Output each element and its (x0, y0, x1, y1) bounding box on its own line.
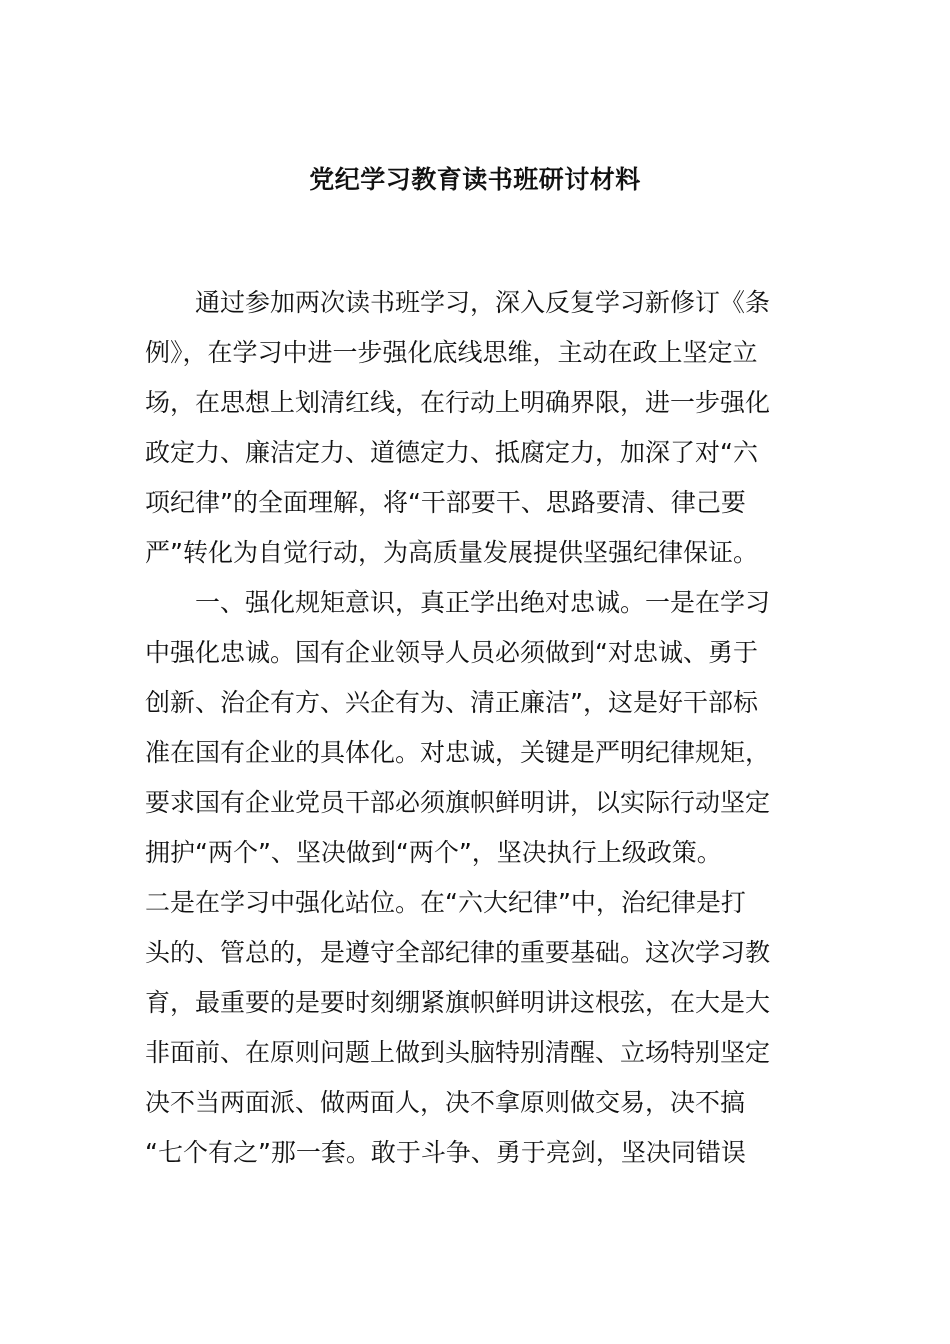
body-line: 中强化忠诚。国有企业领导人员必须做到“对忠诚、勇于 (145, 638, 758, 667)
body-line: 准在国有企业的具体化。对忠诚，关键是严明纪律规矩， (145, 738, 771, 767)
body-line: “七个有之”那一套。敢于斗争、勇于亮剑，坚决同错误 (145, 1138, 746, 1167)
body-line: 政定力、廉洁定力、道德定力、抵腐定力，加深了对“六 (145, 438, 758, 467)
body-line: 严”转化为自觉行动，为高质量发展提供坚强纪律保证。 (145, 538, 758, 567)
body-line: 头的、管总的，是遵守全部纪律的重要基础。这次学习教 (145, 938, 771, 967)
body-line: 一、强化规矩意识，真正学出绝对忠诚。一是在学习 (145, 588, 771, 617)
body-line: 例》，在学习中进一步强化底线思维，主动在政上坚定立 (145, 338, 758, 367)
body-line: 创新、治企有方、兴企有为、清正廉洁”，这是好干部标 (145, 688, 758, 717)
body-line: 育，最重要的是要时刻绷紧旗帜鲜明讲这根弦，在大是大 (145, 988, 771, 1017)
body-line: 要求国有企业党员干部必须旗帜鲜明讲，以实际行动坚定 (145, 788, 771, 817)
body-line: 拥护“两个”、坚决做到“两个”，坚决执行上级政策。 (145, 838, 722, 867)
body-line: 项纪律”的全面理解，将“干部要干、思路要清、律己要 (145, 488, 746, 517)
body-line: 决不当两面派、做两面人，决不拿原则做交易，决不搞 (145, 1088, 746, 1117)
document-title: 党纪学习教育读书班研讨材料 (309, 165, 641, 194)
body-line: 非面前、在原则问题上做到头脑特别清醒、立场特别坚定 (145, 1038, 771, 1067)
body-line: 二是在学习中强化站位。在“六大纪律”中，治纪律是打 (145, 888, 746, 917)
body-line: 场，在思想上划清红线，在行动上明确界限，进一步强化 (145, 388, 771, 417)
body-line: 通过参加两次读书班学习，深入反复学习新修订《条 (145, 288, 771, 317)
document-body (145, 278, 810, 1178)
